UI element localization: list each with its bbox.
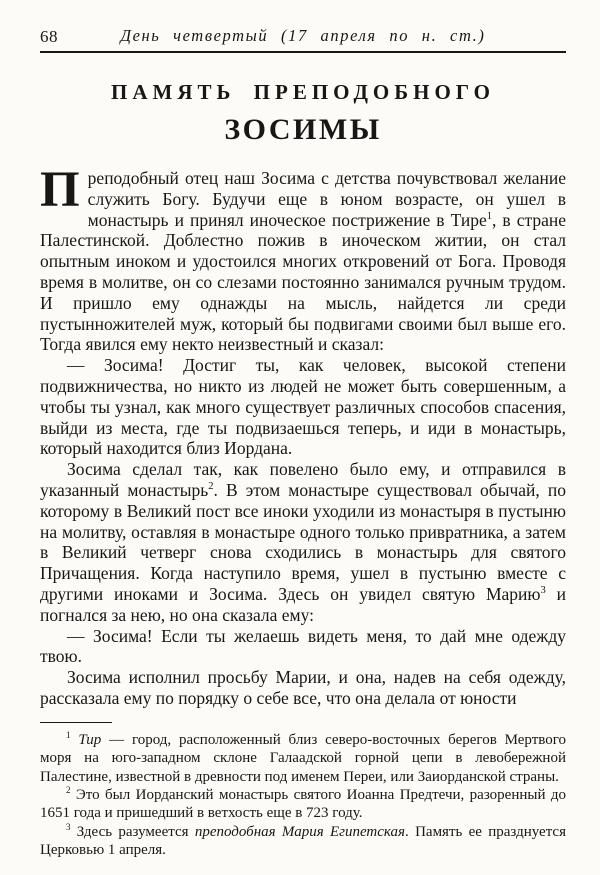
text-run: . Память ее празднуется Церковью 1 апреля. [40, 823, 566, 859]
drop-cap: П [40, 162, 80, 218]
text-run: — Зосима! Если ты желаешь видеть меня, то дай мне одежду твою. [40, 625, 566, 667]
paragraph [40, 459, 566, 625]
page-number: 68 [40, 27, 58, 46]
paragraph [40, 626, 566, 668]
footnote-ref: 3 [540, 585, 546, 597]
paragraph [40, 355, 566, 459]
text-run: Здесь разумеется [70, 823, 195, 840]
paragraph [40, 162, 566, 355]
footnote [40, 823, 566, 860]
chapter-title-line1: ПАМЯТЬ ПРЕПОДОБНОГО [111, 80, 495, 104]
footnote-ref: 3 [66, 821, 71, 832]
text-run: реподобный отец наш Зосима с детства почувствовал желание служить Богу. Будучи еще в юном возрасте, он ушел в монастырь и принял иноческое пострижение в Тире [87, 168, 566, 230]
chapter-title-line2: ЗОСИМЫ [224, 113, 382, 146]
footnotes [40, 731, 566, 860]
text-run: — Зосима! Достиг ты, как человек, высокой степени подвижничества, но никто из людей не может быть совершенным, а чтобы ты узнал, как много существует различных способов спасения, выйди из места, где ты подвизаешься теперь, и иди в монастырь, который находится близ Иордана. [40, 355, 566, 459]
text-run: — город, расположенный близ северо-восточных берегов Мертвого моря на юго-западном склоне Галаадской горной цепи в левобережной Палестине, известной в древности под именем Переи, или Заиорданской страны. [40, 731, 567, 785]
footnote-ref: 1 [486, 210, 492, 222]
text-run: . В этом монастыре существовал обычай, по которому в Великий пост все иноки уходили из монастыря в пустыню на молитву, оставляя в монастыре одного только привратника, а затем в Великий четверг снова сходились в монастырь для святого Причащения. Когда наступило время, ушел в пустыню вместе с другими иноками и Зосима. Здесь он увидел святую Марию [40, 479, 566, 604]
text-run: Это был Иорданский монастырь святого Иоанна Предтечи, разоренный до 1651 года и пришедший в ветхость еще в 723 году. [40, 786, 566, 822]
text-run: и погнался за нею, но она сказала ему: [40, 583, 566, 625]
footnote-ref: 2 [66, 784, 71, 795]
body-text [40, 162, 566, 709]
text-run: , в стране Палестинской. Доблестно пожив в иноческом житии, он стал опытным иноком и удостоился многих откровений от Бога. Проводя время в молитве, он со слезами постоянно занимался ручным трудом. И пришло ему однажды на мысль, найдется ли среди пустынножителей муж, который бы подвигами своими был выше его. Тогда явился ему некто неизвестный и сказал: [40, 209, 566, 355]
text-run: Зосима исполнил просьбу Марии, и она, надев на себя одежду, рассказала ему по порядку о себе все, что она делала от юности [40, 667, 566, 708]
italic-text: преподобная Мария Египетская [194, 823, 406, 840]
italic-text: Тир [78, 731, 102, 748]
footnote-ref: 2 [208, 481, 214, 493]
footnote [40, 731, 566, 786]
footnote-separator [40, 722, 112, 723]
chapter-title [40, 80, 566, 147]
paragraph [40, 667, 566, 709]
running-header [40, 26, 566, 53]
footnote [40, 786, 566, 823]
text-run: Зосима сделал так, как повелено было ему, и отправился в указанный монастырь [40, 459, 566, 500]
running-title: День четвертый (17 апреля по н. ст.) [120, 26, 486, 45]
footnote-ref: 1 [66, 729, 71, 740]
